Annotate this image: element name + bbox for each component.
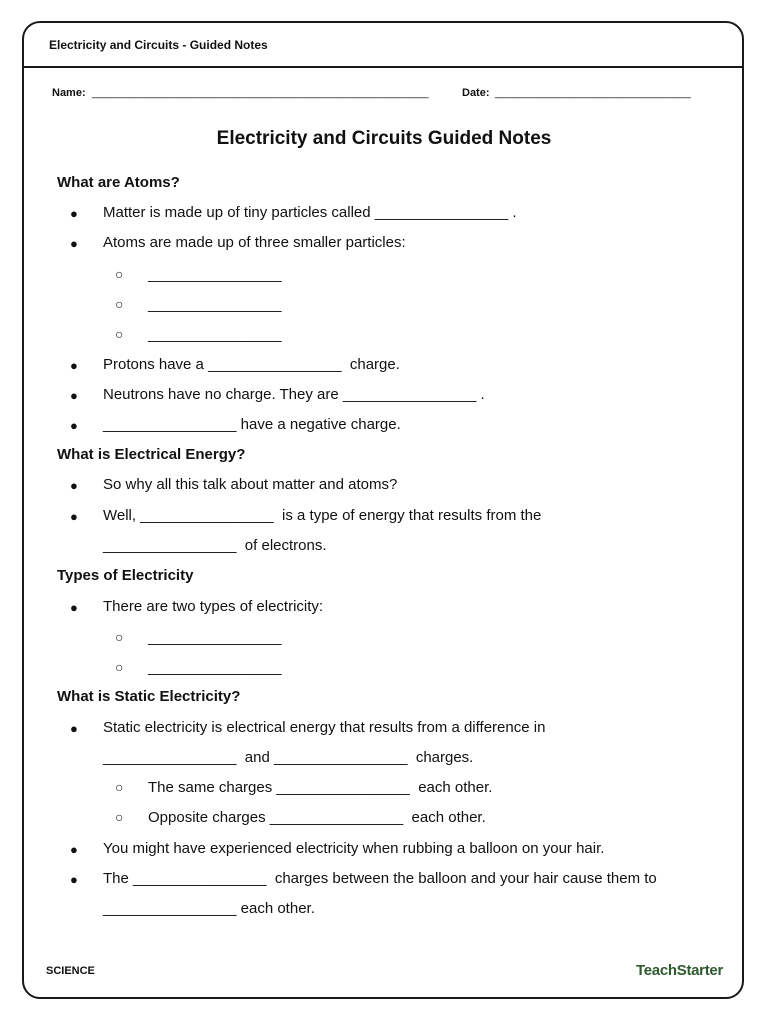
bullet-icon: ● [70,236,78,251]
atoms-bullet-1: Matter is made up of tiny particles called ________________ . [103,204,517,221]
static-bullet-3-line-2: ________________ each other. [103,900,315,917]
section-heading-types: Types of Electricity [57,567,194,584]
sub-bullet-icon: ○ [115,809,124,825]
section-heading-static: What is Static Electricity? [57,688,241,705]
types-sub-1: ________________ [148,629,282,646]
sub-bullet-icon: ○ [115,296,124,312]
atoms-bullet-3: Protons have a ________________ charge. [103,356,400,373]
energy-bullet-2-line-1: Well, ________________ is a type of energy that results from the [103,507,542,524]
static-bullet-1-line-1: Static electricity is electrical energy that results from a difference in [103,719,546,736]
footer-subject: SCIENCE [46,965,95,977]
bullet-icon: ● [70,358,78,373]
name-line[interactable]: _______________________________________________________ [92,87,429,99]
static-bullet-2: You might have experienced electricity when rubbing a balloon on your hair. [103,840,605,857]
date-label: Date: [462,87,490,99]
bullet-icon: ● [70,509,78,524]
atoms-bullet-2: Atoms are made up of three smaller particles: [103,234,406,251]
atoms-sub-1: ________________ [148,266,282,283]
section-heading-atoms: What are Atoms? [57,174,180,191]
sub-bullet-icon: ○ [115,779,124,795]
header-bar [24,23,742,68]
bullet-icon: ● [70,842,78,857]
header-title: Electricity and Circuits - Guided Notes [49,38,268,52]
page-title: Electricity and Circuits Guided Notes [216,128,552,149]
section-heading-energy: What is Electrical Energy? [57,446,246,463]
sub-bullet-icon: ○ [115,326,124,342]
static-sub-2: Opposite charges ________________ each other. [148,809,486,826]
sub-bullet-icon: ○ [115,629,124,645]
energy-bullet-2-line-2: ________________ of electrons. [103,537,327,554]
bullet-icon: ● [70,206,78,221]
bullet-icon: ● [70,872,78,887]
atoms-bullet-4: Neutrons have no charge. They are ________________ . [103,386,485,403]
teachstarter-logo: TeachStarter [636,962,723,979]
bullet-icon: ● [70,388,78,403]
atoms-bullet-5: ________________ have a negative charge. [103,416,401,433]
name-label: Name: [52,87,86,99]
atoms-sub-3: ________________ [148,326,282,343]
bullet-icon: ● [70,600,78,615]
sub-bullet-icon: ○ [115,659,124,675]
static-bullet-3-line-1: The ________________ charges between the balloon and your hair cause them to [103,870,657,887]
atoms-sub-2: ________________ [148,296,282,313]
types-sub-2: ________________ [148,659,282,676]
static-sub-1: The same charges ________________ each other. [148,779,493,796]
static-bullet-1-line-2: ________________ and ________________ charges. [103,749,474,766]
types-bullet-1: There are two types of electricity: [103,598,324,615]
energy-bullet-1: So why all this talk about matter and atoms? [103,476,398,493]
bullet-icon: ● [70,478,78,493]
bullet-icon: ● [70,721,78,736]
date-line[interactable]: ________________________________ [495,87,691,99]
sub-bullet-icon: ○ [115,266,124,282]
bullet-icon: ● [70,418,78,433]
